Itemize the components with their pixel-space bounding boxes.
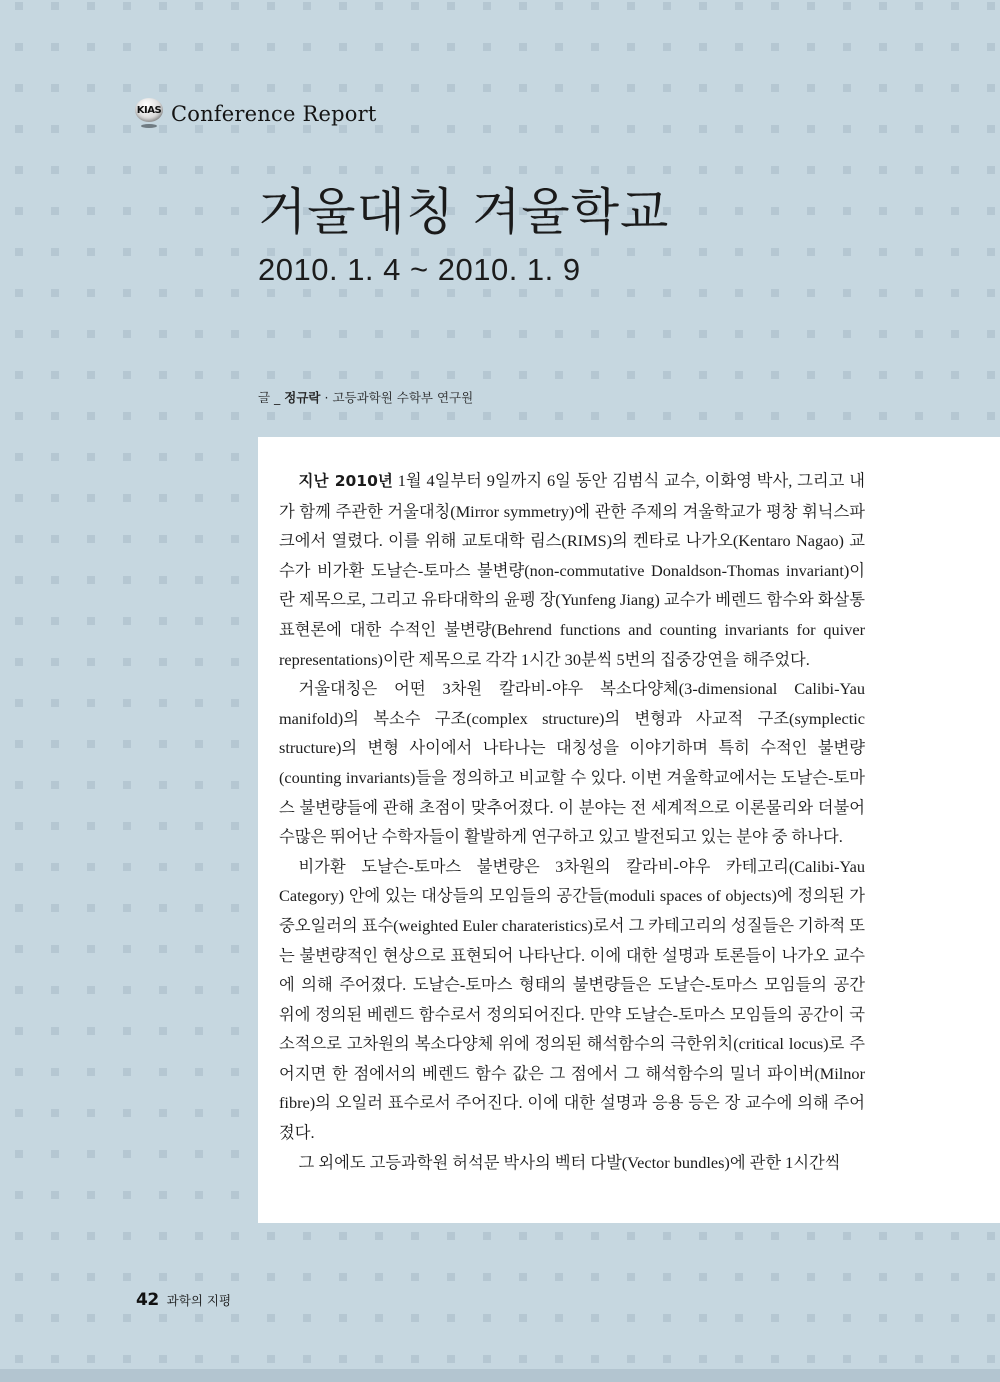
- paragraph: 비가환 도날슨-토마스 불변량은 3차원의 칼라비-야우 카테고리(Calibi-Yau Category) 안에 있는 대상들의 모임들의 공간들(moduli spaces of objects)에 정의된 가중오일러의 표수(weighted Euler charateristics)로서 그 카테고리의 성질들은 기하적 또는 불변량적인 현상으로 표현되어 나타난다. 이에 대한 설명과 토론들이 나가오 교수에 의해 주어졌다. 도날슨-토마스 형태의 불변량들은 도날슨-토마스 모임들의 공간 위에 정의된 베렌드 함수로서 정의되어진다. 만약 도날슨-토마스 모임들의 공간이 국소적으로 고차원의 복소다양체 위에 정의된 해석함수의 극한위치(critical locus)로 주어지면 한 점에서의 베렌드 함수 값은 그 점에서 그 해석함수의 밀너 파이버(Milnor fibre)의 오일러 표수로서 주어진다. 이에 대한 설명과 응용 등은 장 교수에 의해 주어졌다.: [279, 856, 865, 1143]
- kias-logo-icon: [133, 98, 165, 130]
- byline-prefix: 글 _: [258, 390, 285, 405]
- author-name: 정규락: [284, 390, 321, 405]
- byline-separator: ·: [320, 390, 333, 405]
- article-body: [279, 466, 865, 1177]
- section-label: Conference Report: [171, 102, 377, 126]
- article-title: 거울대칭 겨울학교: [258, 183, 670, 241]
- paragraph: [279, 466, 865, 674]
- page-number: 42: [136, 1290, 159, 1310]
- byline: [258, 388, 473, 406]
- author-affiliation: 고등과학원 수학부 연구원: [332, 390, 474, 405]
- page-footer: [136, 1290, 231, 1310]
- paragraph: 그 외에도 고등과학원 허석문 박사의 벡터 다발(Vector bundles)에 관한 1시간씩: [298, 1152, 841, 1172]
- kias-logo-text: KIAS: [135, 98, 163, 122]
- section-header: [133, 98, 377, 130]
- paragraph-text: 1월 4일부터 9일까지 6일 동안 김범식 교수, 이화영 박사, 그리고 내가 함께 주관한 거울대칭(Mirror symmetry)에 관한 주제의 겨울학교가 평창 휘닉스파크에서 열렸다. 이를 위해 교토대학 림스(RIMS)의 켄타로 나가오(Kentaro Nagao) 교수가 비가환 도날슨-토마스 불변량(non-commutative Donaldson-Thomas invariant)이란 제목으로, 그리고 유타대학의 윤펭 장(Yunfeng Jiang) 교수가 베렌드 함수와 화살통 표현론에 대한 수적인 불변량(Behrend functions and counting invariants for quiver representations)이란 제목으로 각각 1시간 30분씩 5번의 집중강연을 해주었다.: [279, 471, 865, 669]
- event-dates: 2010. 1. 4 ~ 2010. 1. 9: [258, 252, 581, 287]
- lead-in: 지난 2010년: [298, 472, 393, 490]
- kias-logo-shadow: [141, 124, 157, 128]
- paragraph: 거울대칭은 어떤 3차원 칼라비-야우 복소다양체(3-dimensional Calibi-Yau manifold)의 복소수 구조(complex structure)의 변형과 사교적 구조(symplectic structure)의 변형 사이에서 나타나는 대칭성을 이야기하며 특히 수적인 불변량(counting invariants)들을 정의하고 비교할 수 있다. 이번 겨울학교에서는 도날슨-토마스 불변량들에 관해 초점이 맞추어졌다. 이 분야는 전 세계적으로 이론물리와 더불어 수많은 뛰어난 수학자들이 활발하게 연구하고 있고 발전되고 있는 분야 중 하나다.: [279, 679, 865, 847]
- magazine-name: 과학의 지평: [166, 1293, 232, 1308]
